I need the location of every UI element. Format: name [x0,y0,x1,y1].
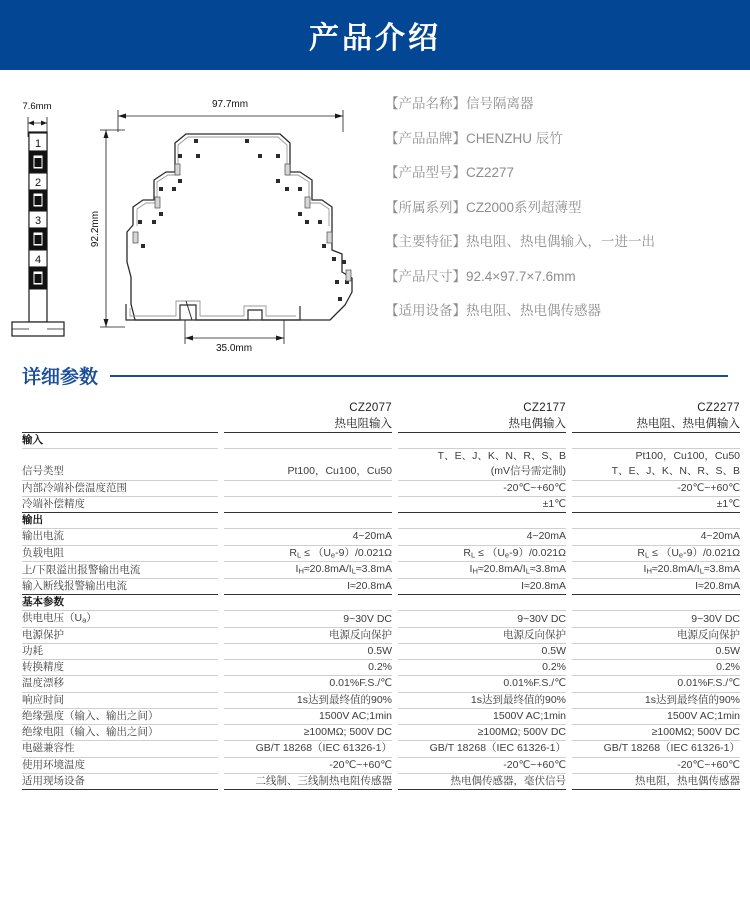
row-value: GB/T 18268（IEC 61326-1） [398,740,566,756]
table-row [22,480,740,496]
row-label: 电源保护 [22,627,218,643]
table-section-row [22,432,740,448]
row-label: 使用环境温度 [22,757,218,773]
info-value: 信号隔离器 [466,96,534,111]
info-key: 【主要特征】 [385,234,466,249]
row-label: 绝缘强度（输入、输出之间） [22,708,218,724]
section-title: 基本参数 [22,594,218,610]
row-value: I≈20.8mA [398,578,566,594]
row-value: 1s达到最终值的90% [224,692,392,708]
info-value: 热电阻、热电偶输入，一进一出 [466,234,655,249]
product-dimension-drawing [0,92,375,352]
info-row-features [385,235,750,249]
row-value: ±1℃ [572,496,740,512]
spec-section-heading [22,362,728,389]
info-key: 【所属系列】 [385,199,466,215]
row-label: 内部冷端补偿温度范围 [22,480,218,496]
dimension-drawing-svg [0,92,375,352]
row-value: -20℃~+60℃ [398,480,566,496]
column-model: CZ2077 [349,402,392,414]
row-value: 电源反向保护 [224,627,392,643]
spec-heading-text: 详细参数 [22,367,99,388]
section-title-spacer [398,594,566,610]
info-value: 热电阻、热电偶传感器 [466,303,601,318]
row-value: 0.2% [572,659,740,675]
row-value: ≥100MΩ; 500V DC [398,724,566,740]
table-row [22,773,740,790]
column-header-cz2077 [224,401,392,432]
table-row [22,675,740,691]
info-value: CZ2277 [466,165,515,180]
table-row [22,528,740,544]
column-model: CZ2177 [523,402,566,414]
row-value: ≥100MΩ; 500V DC [572,724,740,740]
info-value: CHENZHU 辰竹 [466,130,563,146]
row-label: 输入断线报警输出电流 [22,578,218,594]
row-value: $R_L \le (U_e-9)/0.021\Omega$ [224,545,392,562]
row-value: 1500V AC;1min [398,708,566,724]
column-subtitle: 热电阻、热电偶输入 [636,417,740,430]
row-value: 电源反向保护 [572,627,740,643]
row-label: 转换精度 [22,659,218,675]
terminal-number-1: 1 [34,138,42,150]
row-value: I≈20.8mA [224,578,392,594]
table-row [22,448,740,479]
row-label: 适用现场设备 [22,773,218,790]
specification-table [22,401,740,790]
table-row [22,496,740,512]
info-key: 【产品型号】 [385,165,466,180]
dim-label-front-width: 97.7mm [211,99,249,110]
row-value: $I_H\approx 20.8mA/I_L\approx 3.8mA$ [572,561,740,578]
section-title: 输入 [22,432,218,448]
row-value: 0.5W [572,643,740,659]
table-row [22,740,740,756]
table-row [22,757,740,773]
row-value: 二线制、三线制热电阻传感器 [224,773,392,790]
row-value: Pt100，Cu100，Cu50 [224,448,392,479]
section-title: 输出 [22,512,218,528]
info-row-applicable-devices [385,304,750,318]
info-row-brand [385,132,750,146]
row-value: 9~30V DC [572,610,740,627]
terminal-number-2: 2 [34,177,42,189]
table-header-row [22,401,740,432]
page-title: 产品介绍 [309,22,441,55]
row-label: 电磁兼容性 [22,740,218,756]
dim-label-height: 92.2mm [90,210,101,248]
info-row-dimensions [385,270,750,284]
info-row-product-name [385,97,750,111]
row-value: Pt100，Cu100，Cu50 T、E、J、K、N、R、S、B [572,448,740,479]
dim-label-side-width: 7.6mm [22,101,52,112]
dim-label-base-width: 35.0mm [215,343,253,352]
table-section-row [22,512,740,528]
table-row [22,659,740,675]
row-value: -20℃~+60℃ [398,757,566,773]
row-value: GB/T 18268（IEC 61326-1） [572,740,740,756]
section-title-spacer [398,512,566,528]
row-value: 1500V AC;1min [572,708,740,724]
row-value: 4~20mA [572,528,740,544]
row-value: 0.2% [224,659,392,675]
info-key: 【产品名称】 [385,96,466,111]
table-row [22,643,740,659]
row-value: GB/T 18268（IEC 61326-1） [224,740,392,756]
info-key: 【适用设备】 [385,303,466,318]
table-row [22,692,740,708]
row-value: $R_L \le (U_e-9)/0.021\Omega$ [398,545,566,562]
row-value: 0.01%F.S./℃ [224,675,392,691]
info-key: 【产品尺寸】 [385,268,466,284]
column-header-cz2177 [398,401,566,432]
row-value: I≈20.8mA [572,578,740,594]
row-label: 冷端补偿精度 [22,496,218,512]
terminal-number-3: 3 [34,215,42,227]
specification-table-body [22,432,740,790]
row-label: 绝缘电阻（输入、输出之间） [22,724,218,740]
section-title-spacer [572,512,740,528]
row-value: 热电偶传感器，毫伏信号 [398,773,566,790]
section-title-spacer [224,594,392,610]
row-label: 信号类型 [22,448,218,479]
row-value: 9~30V DC [398,610,566,627]
section-title-spacer [224,432,392,448]
row-value: ±1℃ [398,496,566,512]
row-value: 0.01%F.S./℃ [572,675,740,691]
table-row [22,545,740,562]
row-label: 温度漂移 [22,675,218,691]
product-overview-section [0,70,750,352]
row-value [224,496,392,512]
column-model: CZ2277 [697,402,740,414]
row-value: $I_H\approx 20.8mA/I_L\approx 3.8mA$ [398,561,566,578]
table-row [22,578,740,594]
row-label: 上/下限溢出报警输出电流 [22,561,218,578]
row-value: 0.01%F.S./℃ [398,675,566,691]
row-value: 0.5W [224,643,392,659]
row-value: 热电阻，热电偶传感器 [572,773,740,790]
row-label: 负载电阻 [22,545,218,562]
table-row [22,627,740,643]
row-value: 电源反向保护 [398,627,566,643]
table-row [22,561,740,578]
row-value: -20℃~+60℃ [572,757,740,773]
section-title-spacer [224,512,392,528]
info-value: CZ2000系列超薄型 [466,199,582,215]
table-row [22,610,740,627]
row-value: 4~20mA [398,528,566,544]
row-value: 0.5W [398,643,566,659]
row-value: -20℃~+60℃ [224,757,392,773]
column-header-cz2277 [572,401,740,432]
column-subtitle: 热电阻输入 [334,417,392,430]
info-value: 92.4×97.7×7.6mm [466,268,576,284]
row-value [224,480,392,496]
section-title-spacer [398,432,566,448]
row-value: 1s达到最终值的90% [572,692,740,708]
page-banner [0,0,750,70]
row-value: $I_H\approx 20.8mA/I_L\approx 3.8mA$ [224,561,392,578]
row-value: 1s达到最终值的90% [398,692,566,708]
row-label: 输出电流 [22,528,218,544]
info-row-series [385,201,750,215]
table-row [22,708,740,724]
section-title-spacer [572,594,740,610]
product-info-list [375,92,750,348]
terminal-number-4: 4 [34,254,42,266]
row-value: 4~20mA [224,528,392,544]
row-value: $R_L \le (U_e-9)/0.021\Omega$ [572,545,740,562]
column-subtitle: 热电偶输入 [508,417,566,430]
row-value: 0.2% [398,659,566,675]
section-title-spacer [572,432,740,448]
info-key: 【产品品牌】 [385,130,466,146]
heading-divider-rule [110,375,728,377]
row-value: -20℃~+60℃ [572,480,740,496]
header-label-blank [22,401,218,432]
row-label: 功耗 [22,643,218,659]
row-label: 供电电压$(U_a)$ [22,610,218,627]
row-value: ≥100MΩ; 500V DC [224,724,392,740]
table-section-row [22,594,740,610]
info-row-model [385,166,750,180]
table-row [22,724,740,740]
row-value: 1500V AC;1min [224,708,392,724]
row-label: 响应时间 [22,692,218,708]
row-value: T、E、J、K、N、R、S、B (mV信号需定制) [398,448,566,479]
row-value: 9~30V DC [224,610,392,627]
